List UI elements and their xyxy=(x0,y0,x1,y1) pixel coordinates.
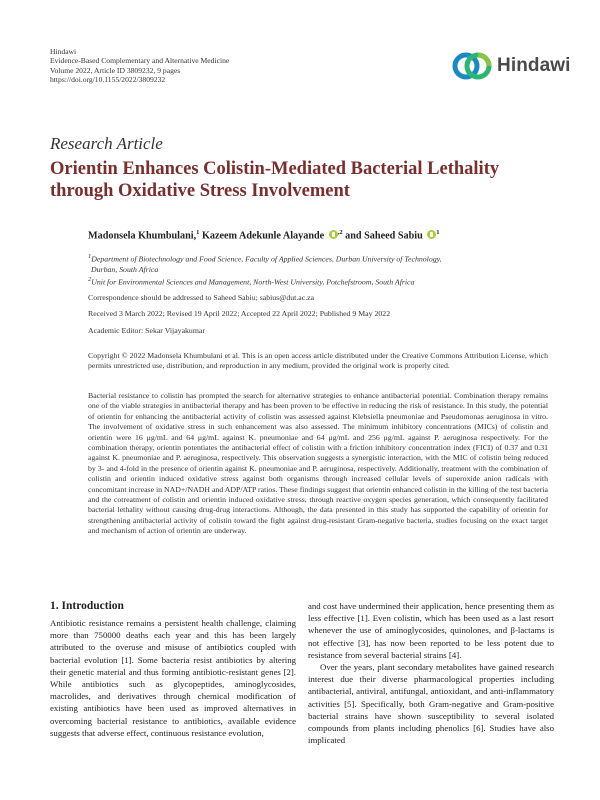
doi-link[interactable]: https://doi.org/10.1155/2022/3809232 xyxy=(50,75,166,85)
author-affil-sup: ,2 xyxy=(337,229,343,236)
article-type: Research Article xyxy=(50,134,163,153)
journal-meta xyxy=(50,47,229,85)
article-title: Orientin Enhances Colistin-Mediated Bacterial Lethality through Oxidative Stress Involvement xyxy=(50,159,500,201)
author-name: and Saheed Sabiu xyxy=(345,230,423,242)
journal-name: Evidence-Based Complementary and Alternative Medicine xyxy=(50,56,230,66)
body-column-left xyxy=(50,617,296,739)
affiliation-1: $^1$Department of Biotechnology and Food Science, Faculty of Applied Sciences, Durban University of Technology, xyxy=(88,253,442,264)
author-affil-sup: 1 xyxy=(436,229,440,236)
author-list xyxy=(88,229,440,241)
publication-dates: Received 3 March 2022; Revised 19 April 2022; Accepted 22 April 2022; Published 9 May 2022 xyxy=(88,309,391,318)
hindawi-logo xyxy=(452,46,572,86)
body-column-right xyxy=(308,600,554,746)
orcid-icon[interactable] xyxy=(427,230,436,239)
body-paragraph: and cost have undermined their application, hence presenting them as less effective [1]. Even colistin, which has been used as a last resort whenever the use of aminoglycosides, quinolones, and β-lactams is not effective [3], has now been reported to be less potent due to resistance from several bacterial strains [4]. xyxy=(308,601,554,660)
academic-editor: Academic Editor: Sekar Vijayakumar xyxy=(88,326,205,335)
body-paragraph: Antibiotic resistance remains a persistent health challenge, claiming more than 750000 deaths each year and this has been largely attributed to the overuse and misuse of antibiotics coupled with bacterial evolution [1]. Some bacteria resist antibiotics by altering their genetic material and thus forming antibiotic-resistant genes [2]. While antibiotics such as glycopeptides, aminoglycosides, macrolides, and derivatives through chemical modification of existing antibiotics have been used as improved alternatives in overcoming bacterial resistance to antibiotics, available evidence suggests that adverse effect, continuous resistance evolution, xyxy=(50,618,296,738)
author-name: Kazeem Adekunle Alayande xyxy=(201,230,325,242)
section-heading: 1. Introduction xyxy=(50,600,124,612)
body-paragraph: Over the years, plant secondary metabolites have gained research interest due their diverse pharmacological properties including antibacterial, antiviral, antifungal, antioxidant, and anti-inflammatory activities [5]. Specifically, both Gram-negative and Gram-positive bacterial strains have shown susceptibility to several isolated compounds from plants including phenolics [6]. Studies have also implicated xyxy=(308,662,554,746)
copyright-notice: Copyright © 2022 Madonsela Khumbulani et al. This is an open access article distributed under the Creative Commons Attribution License, which permits unrestricted use, distribution, and reproduction in any medium, provided the original work is properly cited. xyxy=(88,351,548,371)
affiliation-2: $^2$Unit for Environmental Sciences and Management, North-West University, Potchefstroom, South Africa xyxy=(88,276,415,287)
orcid-icon[interactable] xyxy=(329,230,338,239)
affiliation-1-cont: Durban, South Africa xyxy=(91,265,159,274)
publisher-name: Hindawi xyxy=(50,47,77,56)
affiliations xyxy=(88,252,548,288)
author-affil-sup: 1 xyxy=(196,229,200,236)
abstract: Bacterial resistance to colistin has prompted the search for alternative strategies to enhance antibacterial potential. Combination therapy remains one of the viable strategies in antibacterial therapy and has been proven to be effective in reducing the risk of resistance. In this study, the potential of orientin for enhancing the antibacterial activity of colistin was assessed against Klebsiella pneumoniae and Pseudomonas aeruginosa in vitro. The involvement of oxidative stress in such enhancement was also assessed. The minimum inhibitory concentrations (MICs) of colistin and orientin were 16 μg/mL and 64 μg/mL against K. pneumoniae and 64 μg/mL and 256 μg/mL against P. aeruginosa respectively. For the combination therapy, orientin potentiates the antibacterial effect of colistin with a friction inhibitory concentration index (FICI) of 0.37 and 0.31 against K. pneumoniae and P. aeruginosa, respectively. This observation suggests a synergistic interaction, with the MIC of colistin being reduced by 3- and 4-fold in the presence of orientin against K. pneumoniae and P. aeruginosa, respectively. Additionally, treatment with the combination of colistin and orientin induced oxidative stress against both organisms through increased cellular levels of superoxide anion radicals with concomitant increase in NAD+/NADH and ADP/ATP ratios. These findings suggest that orientin enhanced colistin in the killing of the test bacteria and the cotreatment of colistin and orientin induced oxidative stress, through reactive oxygen species generation, which consequently facilitated bacterial lethality without causing drug-drug interactions. Although, the data presented in this study has supported the capability of orientin for strengthening antibacterial activity of colistin toward the fight against drug-resistant Gram-negative bacteria, studies focusing on the exact target and mechanism of action of orientin are underway. xyxy=(88,391,548,536)
volume-line: Volume 2022, Article ID 3809232, 9 pages xyxy=(50,65,181,75)
logo-text: Hindawi xyxy=(497,55,571,76)
correspondence: Correspondence should be addressed to Saheed Sabiu; sabius@dut.ac.za xyxy=(88,293,315,302)
hindawi-logo-icon xyxy=(452,51,492,81)
author-name: Madonsela Khumbulani, xyxy=(88,230,197,242)
